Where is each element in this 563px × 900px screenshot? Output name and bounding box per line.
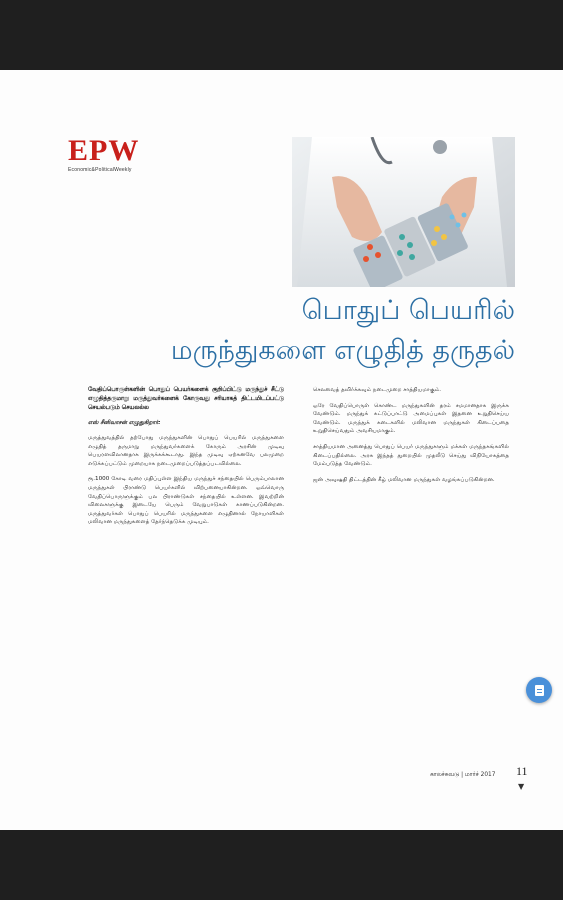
left-column bbox=[88, 386, 284, 534]
lead-paragraph: வேதிப்பொருள்களின் பொதுப் பெயர்களைக் குறிப்பிட்டு மருந்துச் சீட்டு எழுதித்தருமாறு மருத்துவர்களைக் கோருவது சரியாகத் திட்டமிடப்பட்டு செயல்படும் செயலல்ல bbox=[88, 387, 284, 411]
author-line: எஸ் சீனிவாசன் எழுதுகிறார்: bbox=[88, 420, 161, 427]
body-paragraph: ஜன் அவுஷதி திட்டத்தின் கீழ் மலிவான மருந்துகள் வழங்கப்படுகின்றன. bbox=[313, 476, 495, 483]
article-photo bbox=[292, 137, 515, 287]
epw-logo: EPW bbox=[68, 134, 140, 167]
title-line-2: மருந்துகளை எழுதித் தருதல் bbox=[170, 335, 515, 366]
body-paragraph: சாத்தியமான அனைத்து பொதுப் பெயர் மருந்துகளும் மக்கள் மருந்தகங்களில் கிடைப்பதில்லை. அரசு இந்தத் துறையில் முதலீடு செய்து விநியோகத்தை மேம்படுத்த வேண்டும். bbox=[313, 443, 509, 468]
article-title bbox=[171, 292, 515, 370]
page-arrow-icon: ▼ bbox=[518, 782, 525, 791]
footer-journal: காலச்சுவடு | மார்ச் 2017 bbox=[430, 772, 496, 778]
body-paragraph: ரூ.1000 கோடி வரை மதிப்புள்ள இந்திய மருந்துச் சந்தையில் பெரும்பாலான மருந்துகள் பிராண்டு பெயர்களில் விற்பனையாகின்றன. ஒவ்வொரு வேதிப்பொருளுக்கும் பல பிராண்டுகள் சந்தையில் உள்ளன. இவற்றின் விலைகளுக்கு இடையே பெரும் வேறுபாடுகள் காணப்படுகின்றன. மருத்துவர்கள் பொதுப் பெயரில் மருந்துகளை எழுதினால் நோயாளிகள் மலிவான மருந்துகளைத் தேர்ந்தெடுக்க முடியும். bbox=[88, 476, 284, 526]
brand-block bbox=[68, 136, 139, 173]
document-icon bbox=[535, 685, 544, 696]
right-column bbox=[313, 386, 509, 491]
body-paragraph: செலவைத் தவிர்க்கவும் நடைமுறை சாத்தியமாகும். bbox=[313, 387, 441, 393]
body-paragraph: மருத்துவத்தில் தற்போது மருந்துகளின் பொதுப் பெயரில் மருந்துகளை எழுதித் தருமாறு மருந்துவர்களைக் கோரும் அரசின் முடிவு பெயரளவிலானதாக இருக்கக்கூடாது. இந்த முடிவு ஏற்கனவே பலமுறை எடுக்கப்பட்டும் முறையாக நடைமுறைப்படுத்தப்படவில்லை. bbox=[88, 434, 284, 467]
page-number: 11 bbox=[516, 764, 528, 778]
epw-tagline: Economic&PoliticalWeekly bbox=[68, 167, 132, 173]
body-paragraph: ஒரே வேதிப்பொருள் கொண்ட மருந்துகளின் தரம் சமமானதாக இருக்க வேண்டும். மருந்துக் கட்டுப்பாட்டு அமைப்புகள் இதனை உறுதிசெய்ய வேண்டும். மருந்துக் கடைகளில் மலிவான மருந்துகள் கிடைப்பதை உறுதிசெய்வதும் அவசியமாகும். bbox=[313, 402, 509, 435]
floating-document-button[interactable] bbox=[526, 677, 552, 703]
title-line-1: பொதுப் பெயரில் bbox=[301, 295, 515, 326]
magazine-page bbox=[0, 70, 563, 830]
